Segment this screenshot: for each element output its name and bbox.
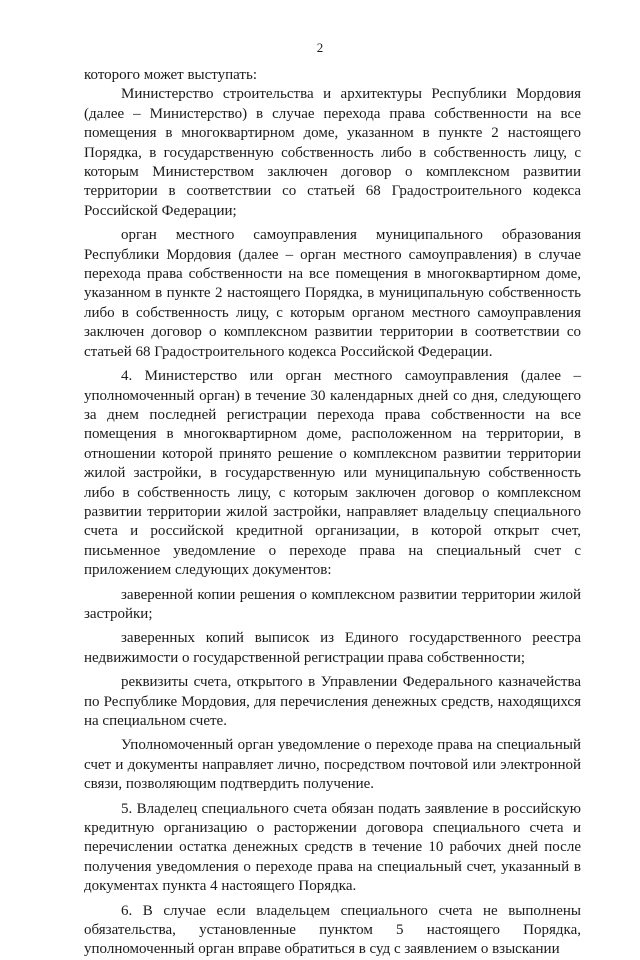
page-number: 2 [316, 40, 324, 55]
paragraph-item-5: 5. Владелец специального счета обязан подать заявление в российскую кредитную организацию о расторжении договора специального счета и перечислении остатка денежных средств в течение 10 рабочих дней после получения уведомления о переходе права на специальный счет, указанный в документах пункта 4 настоящего Порядка. [84, 800, 581, 895]
paragraph-account-details: реквизиты счета, открытого в Управлении Федерального казначейства по Республике Мордовия, для перечисления денежных средств, находящихся на специальном счете. [84, 674, 581, 729]
paragraph-ministry: Министерство строительства и архитектуры Республики Мордовия (далее – Министерство) в случае перехода права собственности на все помещения в многоквартирном доме, указанном в пункте 2 настоящего Порядка, в государственную собственность либо в собственность лицу, с которым Министерством заключен договор о комплексном развитии территории в соответствии со статьей 68 Градостроительного кодекса Российской Федерации; [84, 86, 581, 219]
paragraph-local-government: орган местного самоуправления муниципального образования Республики Мордовия (далее – орган местного самоуправления) в случае перехода права собственности на все помещения в многоквартирном доме, указанном в пункте 2 настоящего Порядка, в муниципальную собственность либо в собственность лицу, с которым органом местного самоуправления заключен договор о комплексном развитии территории в соответствии со статьей 68 Градостроительного кодекса Российской Федерации. [84, 227, 581, 360]
paragraph-item-4: 4. Министерство или орган местного самоуправления (далее – уполномоченный орган) в течение 30 календарных дней со дня, следующего за днем последней регистрации перехода права собственности на все помещения в многоквартирном доме, расположенном на территории, в отношении которой принято решение о комплексном развитии территории жилой застройки, в государственную или муниципальную собственность либо в собственность лицу, с которым заключен договор о комплексном развитии территории жилой застройки, направляет владельцу специального счета и российской кредитной организации, в которой открыт счет, письменное уведомление о переходе права на специальный счет с приложением следующих документов: [84, 368, 581, 579]
paragraph-registry-extracts: заверенных копий выписок из Единого государственного реестра недвижимости о государственной регистрации права собственности; [84, 630, 581, 666]
paragraph-delivery-method: Уполномоченный орган уведомление о переходе права на специальный счет и документы направляет лично, посредством почтовой или электронной связи, позволяющим подтвердить получение. [84, 737, 581, 793]
paragraph-item-6: 6. В случае если владельцем специального счета не выполнены обязательства, установленные пунктом 5 настоящего Порядка, уполномоченный орган вправе обратиться в суд с заявлением о взыскании [84, 902, 581, 958]
paragraph-decision-copy: заверенной копии решения о комплексном развитии территории жилой застройки; [84, 586, 581, 622]
document-body [84, 66, 581, 960]
paragraph-continuation: которого может выступать: [84, 67, 257, 83]
